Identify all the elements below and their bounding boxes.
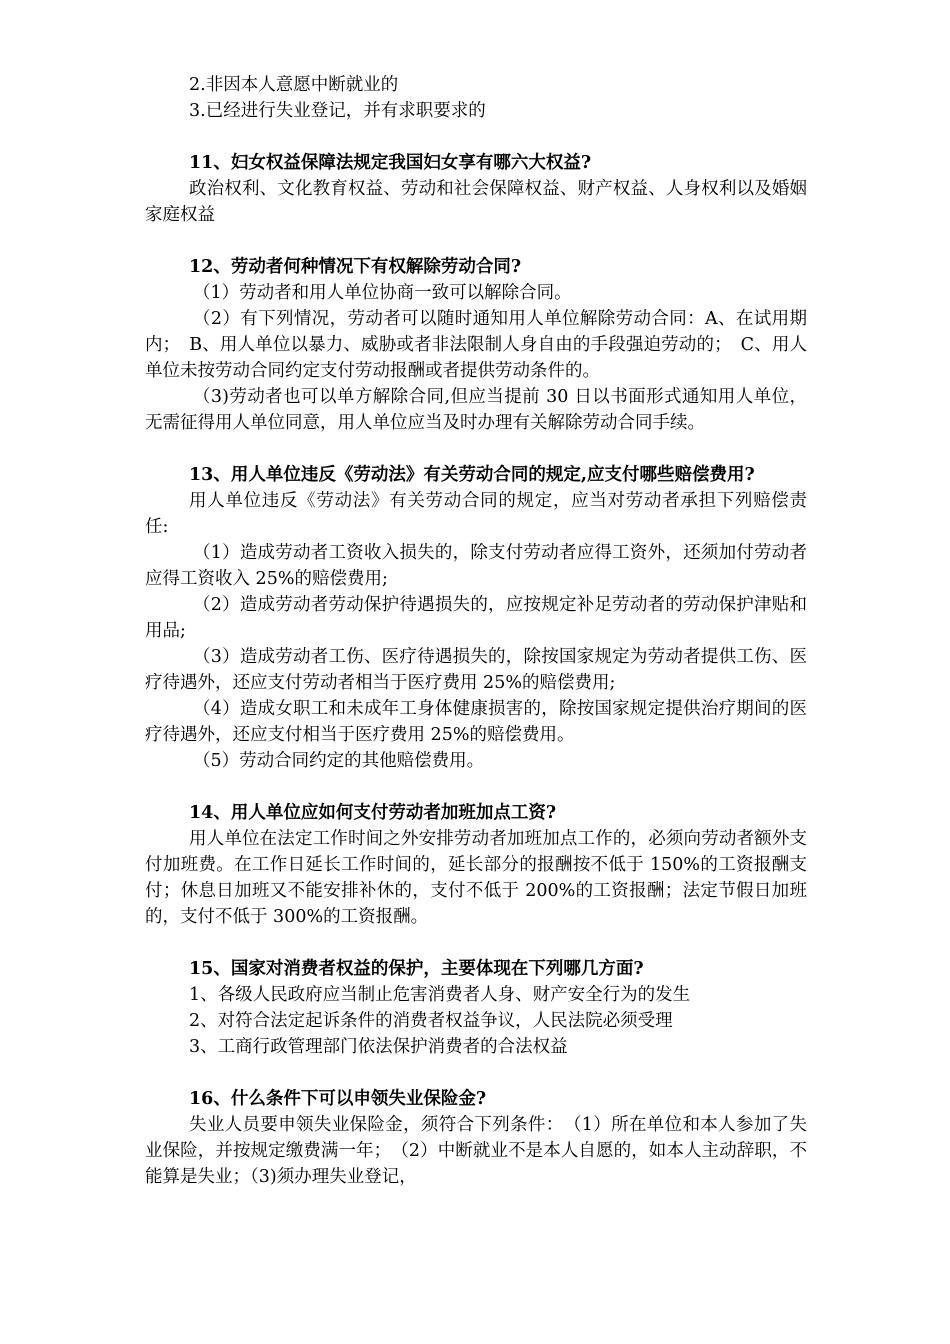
- q16-title: 16、什么条件下可以申领失业保险金?: [189, 1089, 487, 1109]
- q15-title: 15、国家对消费者权益的保护，主要体现在下列哪几方面?: [189, 959, 644, 979]
- q13-intro: 用人单位违反《劳动法》有关劳动合同的规定，应当对劳动者承担下列赔偿责任:: [145, 491, 807, 537]
- q13-point-5: （5）劳动合同约定的其他赔偿费用。: [193, 751, 485, 771]
- q11-title: 11、妇女权益保障法规定我国妇女享有哪六大权益?: [189, 153, 592, 173]
- q13-title: 13、用人单位违反《劳动法》有关劳动合同的规定,应支付哪些赔偿费用?: [189, 465, 755, 485]
- q12-title: 12、劳动者何种情况下有权解除劳动合同?: [189, 257, 522, 277]
- q15-item-1: 1、各级人民政府应当制止危害消费者人身、财产安全行为的发生: [189, 985, 691, 1005]
- q15-item-3: 3、工商行政管理部门依法保护消费者的合法权益: [189, 1037, 568, 1057]
- intro-item-3: 3.已经进行失业登记，并有求职要求的: [189, 101, 486, 121]
- q13-point-1: （1）造成劳动者工资收入损失的，除支付劳动者应得工资外，还须加付劳动者应得工资收入 25%的赔偿费用;: [145, 543, 807, 589]
- q12-point-2: （2）有下列情况，劳动者可以随时通知用人单位解除劳动合同：A、在试用期内； B、用人单位以暴力、威胁或者非法限制人身自由的手段强迫劳动的； C、用人单位未按劳动合同约定支付劳动报酬或者提供劳动条件的。: [145, 309, 807, 381]
- q15-item-2: 2、对符合法定起诉条件的消费者权益争议，人民法院必须受理: [189, 1011, 673, 1031]
- q12-point-3: （3)劳动者也可以单方解除合同,但应当提前 30 日以书面形式通知用人单位，无需征得用人单位同意，用人单位应当及时办理有关解除劳动合同手续。: [145, 387, 807, 433]
- q16-answer: 失业人员要申领失业保险金，须符合下列条件： （1）所在单位和本人参加了失业保险，并按规定缴费满一年； （2）中断就业不是本人自愿的，如本人主动辞职，不能算是失业；（3)须办理失业登记，: [145, 1115, 807, 1187]
- q13-point-4: （4）造成女职工和未成年工身体健康损害的，除按国家规定提供治疗期间的医疗待遇外，还应支付相当于医疗费用 25%的赔偿费用。: [145, 699, 807, 745]
- q14-title: 14、用人单位应如何支付劳动者加班加点工资?: [189, 803, 557, 823]
- q11-answer: 政治权利、文化教育权益、劳动和社会保障权益、财产权益、人身权利以及婚姻家庭权益: [145, 179, 807, 225]
- q13-point-2: （2）造成劳动者劳动保护待遇损失的，应按规定补足劳动者的劳动保护津贴和用品;: [145, 595, 807, 641]
- document-page: [145, 72, 807, 1190]
- intro-item-2: 2.非因本人意愿中断就业的: [189, 75, 399, 95]
- q12-point-1: （1）劳动者和用人单位协商一致可以解除合同。: [193, 283, 572, 303]
- q14-answer: 用人单位在法定工作时间之外安排劳动者加班加点工作的，必须向劳动者额外支付加班费。在工作日延长工作时间的，延长部分的报酬按不低于 150%的工资报酬支付；休息日加班又不能安排补休的，支付不低于 200%的工资报酬；法定节假日加班的，支付不低于 300%的工资报酬。: [145, 829, 807, 927]
- q13-point-3: （3）造成劳动者工伤、医疗待遇损失的，除按国家规定为劳动者提供工伤、医疗待遇外，还应支付劳动者相当于医疗费用 25%的赔偿费用;: [145, 647, 807, 693]
